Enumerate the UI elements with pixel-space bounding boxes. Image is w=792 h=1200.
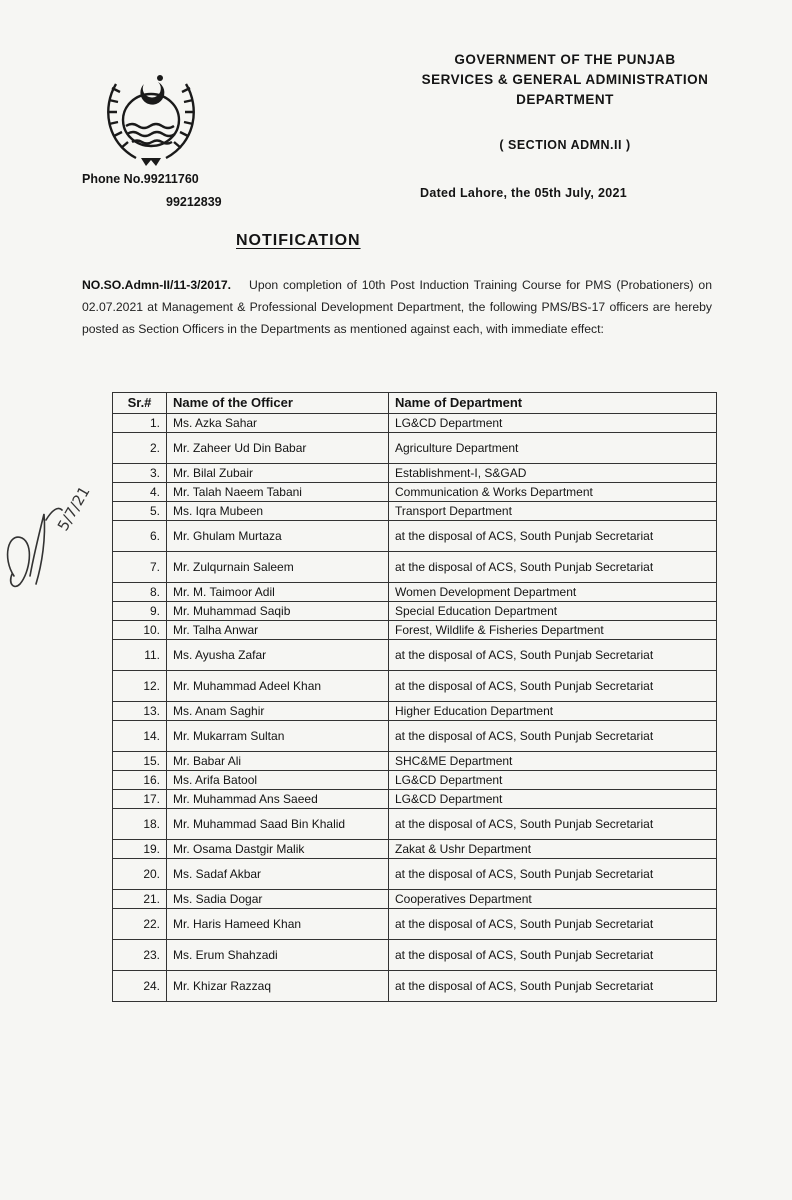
cell-officer-name: Mr. Osama Dastgir Malik [167, 840, 389, 859]
table-row [113, 909, 717, 940]
cell-sr: 11. [113, 640, 167, 671]
cell-sr: 1. [113, 414, 167, 433]
cell-department: Women Development Department [389, 583, 717, 602]
table-row [113, 464, 717, 483]
cell-sr: 24. [113, 971, 167, 1002]
table-row [113, 890, 717, 909]
table-row [113, 809, 717, 840]
cell-department: at the disposal of ACS, South Punjab Secretariat [389, 909, 717, 940]
column-header-sr: Sr.# [113, 393, 167, 414]
dated-line: Dated Lahore, the 05th July, 2021 [420, 186, 627, 200]
handwritten-date: 5/7/21 [53, 483, 94, 534]
cell-officer-name: Mr. Zulqurnain Saleem [167, 552, 389, 583]
cell-officer-name: Mr. Talah Naeem Tabani [167, 483, 389, 502]
cell-department: at the disposal of ACS, South Punjab Secretariat [389, 809, 717, 840]
cell-officer-name: Mr. Mukarram Sultan [167, 721, 389, 752]
cell-officer-name: Mr. Zaheer Ud Din Babar [167, 433, 389, 464]
cell-sr: 14. [113, 721, 167, 752]
table-header-row [113, 393, 717, 414]
cell-sr: 9. [113, 602, 167, 621]
section-label: ( SECTION ADMN.II ) [499, 138, 631, 152]
table-row [113, 771, 717, 790]
header-line: GOVERNMENT OF THE PUNJAB [454, 52, 676, 67]
cell-department: Special Education Department [389, 602, 717, 621]
cell-officer-name: Mr. Muhammad Adeel Khan [167, 671, 389, 702]
table-body [113, 414, 717, 1002]
cell-department: at the disposal of ACS, South Punjab Secretariat [389, 940, 717, 971]
cell-officer-name: Mr. Khizar Razzaq [167, 971, 389, 1002]
cell-sr: 12. [113, 671, 167, 702]
table-row [113, 552, 717, 583]
cell-officer-name: Ms. Arifa Batool [167, 771, 389, 790]
cell-department: at the disposal of ACS, South Punjab Secretariat [389, 859, 717, 890]
cell-sr: 4. [113, 483, 167, 502]
cell-officer-name: Ms. Anam Saghir [167, 702, 389, 721]
table-row [113, 702, 717, 721]
cell-sr: 20. [113, 859, 167, 890]
cell-sr: 22. [113, 909, 167, 940]
cell-officer-name: Ms. Azka Sahar [167, 414, 389, 433]
cell-officer-name: Mr. Bilal Zubair [167, 464, 389, 483]
cell-sr: 5. [113, 502, 167, 521]
cell-sr: 6. [113, 521, 167, 552]
cell-department: LG&CD Department [389, 790, 717, 809]
header-line: SERVICES & GENERAL ADMINISTRATION [421, 72, 709, 87]
cell-officer-name: Ms. Sadia Dogar [167, 890, 389, 909]
table-row [113, 640, 717, 671]
table-row [113, 790, 717, 809]
header-line: DEPARTMENT [516, 92, 614, 107]
cell-sr: 16. [113, 771, 167, 790]
table-row [113, 859, 717, 890]
cell-officer-name: Mr. Haris Hameed Khan [167, 909, 389, 940]
cell-sr: 10. [113, 621, 167, 640]
cell-department: SHC&ME Department [389, 752, 717, 771]
punjab-government-logo-icon [96, 62, 206, 172]
cell-sr: 23. [113, 940, 167, 971]
cell-department: at the disposal of ACS, South Punjab Secretariat [389, 971, 717, 1002]
officers-posting-table [112, 392, 717, 1002]
table-row [113, 502, 717, 521]
phone-number-2: 99212839 [166, 195, 222, 209]
table-row [113, 971, 717, 1002]
table-row [113, 602, 717, 621]
cell-sr: 17. [113, 790, 167, 809]
phone-numbers [82, 168, 222, 214]
cell-officer-name: Mr. Ghulam Murtaza [167, 521, 389, 552]
cell-sr: 2. [113, 433, 167, 464]
table-row [113, 433, 717, 464]
table-row [113, 940, 717, 971]
document-title: NOTIFICATION [236, 232, 361, 249]
department-header [400, 50, 730, 110]
table-row [113, 483, 717, 502]
table-row [113, 414, 717, 433]
cell-officer-name: Ms. Erum Shahzadi [167, 940, 389, 971]
cell-officer-name: Ms. Sadaf Akbar [167, 859, 389, 890]
cell-sr: 15. [113, 752, 167, 771]
cell-sr: 19. [113, 840, 167, 859]
cell-officer-name: Mr. Muhammad Saad Bin Khalid [167, 809, 389, 840]
table-row [113, 721, 717, 752]
cell-department: Establishment-I, S&GAD [389, 464, 717, 483]
column-header-name: Name of the Officer [167, 393, 389, 414]
cell-department: LG&CD Department [389, 414, 717, 433]
table-row [113, 583, 717, 602]
table-row [113, 621, 717, 640]
cell-officer-name: Mr. Babar Ali [167, 752, 389, 771]
cell-officer-name: Ms. Iqra Mubeen [167, 502, 389, 521]
cell-sr: 21. [113, 890, 167, 909]
phone-number: Phone No.99211760 [82, 172, 199, 186]
cell-officer-name: Mr. Muhammad Saqib [167, 602, 389, 621]
body-paragraph: Upon completion of 10th Post Induction Training Course for PMS (Probationers) on 02.07.2021 at Management & Professional Development Department, the following PMS/BS-17 officers are hereby posted as Section Officers in the Departments as mentioned against each, with immediate effect: [82, 278, 712, 336]
handwritten-initials-signature [0, 480, 130, 620]
cell-department: Transport Department [389, 502, 717, 521]
cell-officer-name: Mr. Muhammad Ans Saeed [167, 790, 389, 809]
cell-sr: 3. [113, 464, 167, 483]
cell-department: Communication & Works Department [389, 483, 717, 502]
cell-department: Cooperatives Department [389, 890, 717, 909]
cell-officer-name: Ms. Ayusha Zafar [167, 640, 389, 671]
cell-department: at the disposal of ACS, South Punjab Secretariat [389, 521, 717, 552]
table-row [113, 840, 717, 859]
cell-department: Zakat & Ushr Department [389, 840, 717, 859]
cell-sr: 7. [113, 552, 167, 583]
cell-department: at the disposal of ACS, South Punjab Secretariat [389, 552, 717, 583]
reference-number: NO.SO.Admn-II/11-3/2017. [82, 278, 232, 292]
cell-officer-name: Mr. M. Taimoor Adil [167, 583, 389, 602]
table-row [113, 752, 717, 771]
cell-department: LG&CD Department [389, 771, 717, 790]
column-header-department: Name of Department [389, 393, 717, 414]
cell-sr: 13. [113, 702, 167, 721]
cell-department: at the disposal of ACS, South Punjab Secretariat [389, 721, 717, 752]
notification-body [82, 274, 712, 340]
cell-department: Forest, Wildlife & Fisheries Department [389, 621, 717, 640]
cell-department: Agriculture Department [389, 433, 717, 464]
cell-sr: 18. [113, 809, 167, 840]
cell-department: at the disposal of ACS, South Punjab Secretariat [389, 640, 717, 671]
table-row [113, 521, 717, 552]
table-row [113, 671, 717, 702]
cell-department: Higher Education Department [389, 702, 717, 721]
cell-department: at the disposal of ACS, South Punjab Secretariat [389, 671, 717, 702]
cell-sr: 8. [113, 583, 167, 602]
cell-officer-name: Mr. Talha Anwar [167, 621, 389, 640]
